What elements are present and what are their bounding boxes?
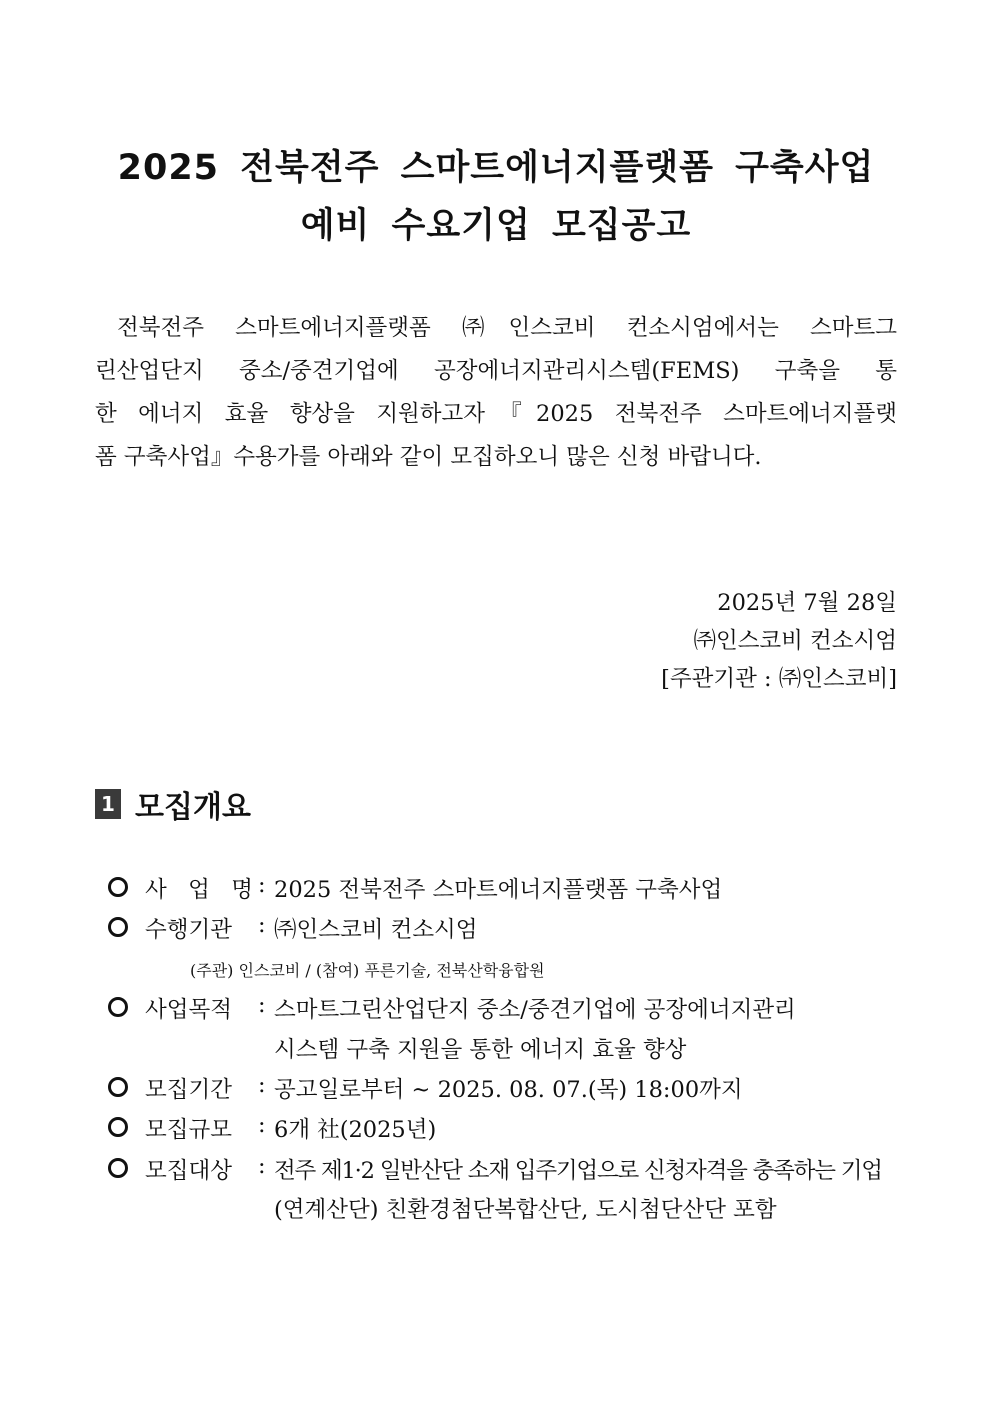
item-colon: :	[258, 912, 266, 938]
target-continuation: (연계산단) 친환경첨단복합산단, 도시첨단산단 포함	[274, 1197, 777, 1223]
item-colon: :	[258, 992, 266, 1018]
item-value: 공고일로부터 ~ 2025. 08. 07.(목) 18:00까지	[274, 1077, 743, 1103]
announcement-date: 2025년 7월 28일	[717, 590, 897, 616]
item-colon: :	[258, 872, 266, 898]
section-title: 모집개요	[135, 790, 251, 825]
consortium-name: ㈜인스코비 컨소시엄	[693, 628, 897, 654]
intro-paragraph	[95, 307, 897, 479]
item-label: 수행기관	[145, 917, 232, 943]
item-value: ㈜인스코비 컨소시엄	[274, 917, 478, 943]
agency-note: (주관) 인스코비 / (참여) 푸른기술, 전북산학융합원	[190, 961, 545, 980]
item-value: 2025 전북전주 스마트에너지플랫폼 구축사업	[274, 877, 723, 903]
item-label: 사업목적	[145, 997, 232, 1023]
circle-bullet-icon	[108, 997, 128, 1017]
item-label: 모집규모	[145, 1117, 232, 1143]
item-value: 전주 제1·2 일반산단 소재 입주기업으로 신청자격을 충족하는 기업	[274, 1158, 882, 1184]
circle-bullet-icon	[108, 1117, 128, 1137]
circle-bullet-icon	[108, 877, 128, 897]
intro-line: 한 에너지 효율 향상을 지원하고자『2025 전북전주 스마트에너지플랫	[95, 401, 897, 427]
item-label: 모집대상	[145, 1158, 232, 1184]
purpose-continuation: 시스템 구축 지원을 통한 에너지 효율 향상	[274, 1037, 687, 1063]
circle-bullet-icon	[108, 917, 128, 937]
document-title-line2: 예비 수요기업 모집공고	[300, 206, 692, 246]
item-colon: :	[258, 1153, 266, 1179]
section-number: 1	[95, 789, 121, 819]
item-label: 사 업 명	[145, 877, 253, 903]
host-organization: [주관기관 : ㈜인스코비]	[661, 666, 897, 692]
item-value: 스마트그린산업단지 중소/중견기업에 공장에너지관리	[274, 997, 796, 1023]
item-colon: :	[258, 1112, 266, 1138]
item-colon: :	[258, 1072, 266, 1098]
intro-line: 린산업단지 중소/중견기업에 공장에너지관리시스템(FEMS) 구축을 통	[95, 358, 897, 384]
circle-bullet-icon	[108, 1077, 128, 1097]
item-value: 6개 社(2025년)	[274, 1117, 437, 1143]
intro-line: 전북전주 스마트에너지플랫폼 ㈜인스코비 컨소시엄에서는 스마트그	[117, 315, 897, 341]
item-label: 모집기간	[145, 1077, 232, 1103]
circle-bullet-icon	[108, 1158, 128, 1178]
document-title-line1: 2025 전북전주 스마트에너지플랫폼 구축사업	[117, 148, 875, 188]
section-heading	[95, 782, 251, 826]
intro-line: 폼 구축사업』수용가를 아래와 같이 모집하오니 많은 신청 바랍니다.	[95, 444, 762, 470]
